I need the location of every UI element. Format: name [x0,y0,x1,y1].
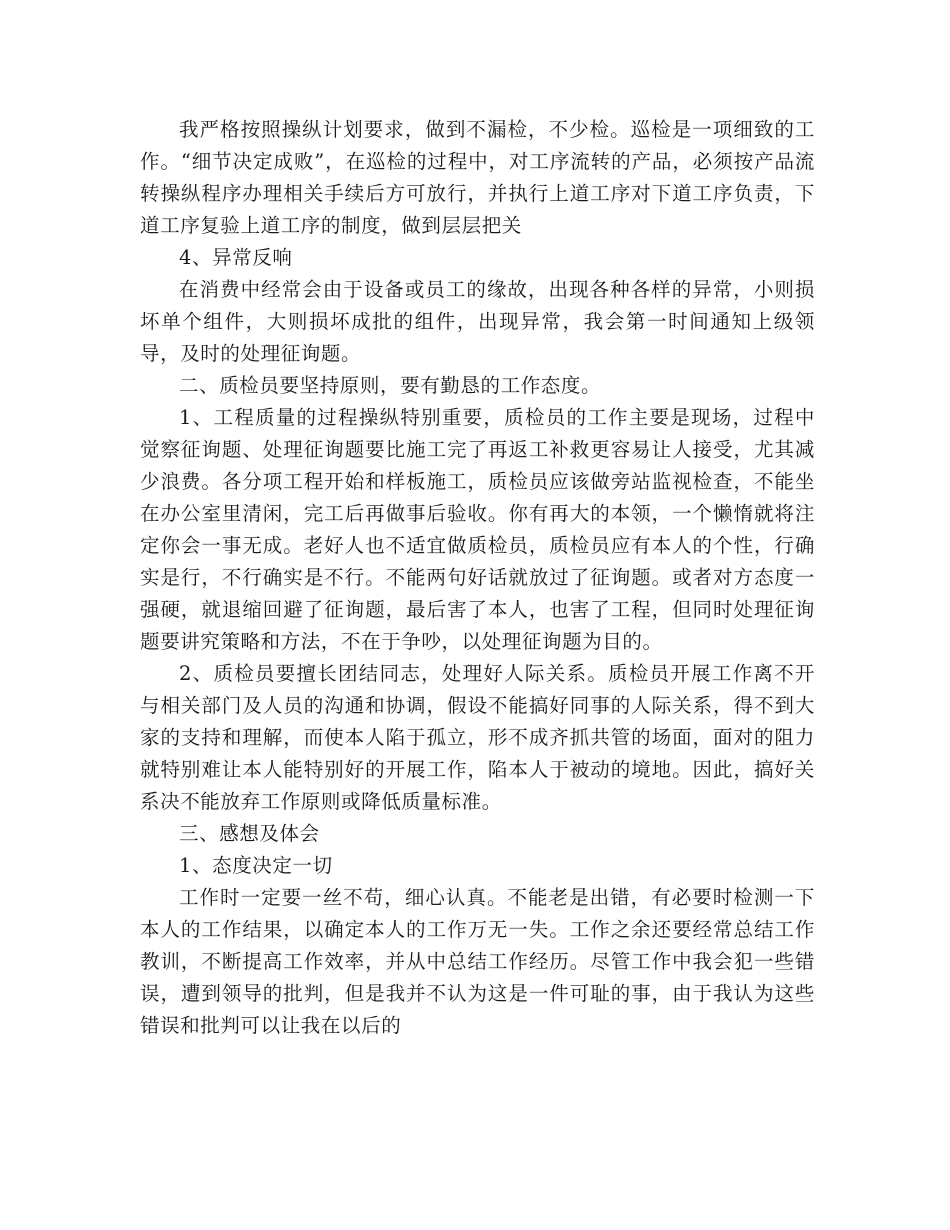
paragraph-teamwork: 2、质检员要擅长团结同志，处理好人际关系。质检员开展工作离不开与相关部门及人员的沟通和协调，假设不能搞好同事的人际关系，得不到大家的支持和理解，而使本人陷于孤立，形不成齐抓共管的场面，面对的阻力就特别难让本人能特别好的开展工作，陷本人于被动的境地。因此，搞好关系决不能放弃工作原则或降低质量标准。 [140,662,815,813]
paragraph-quality-control: 1、工程质量的过程操纵特别重要，质检员的工作主要是现场，过程中觉察征询题、处理征询题要比施工完了再返工补救更容易让人接受，尤其减少浪费。各分项工程开始和样板施工，质检员应该做旁站监视检查，不能坐在办公室里清闲，完工后再做事后验收。你有再大的本领，一个懒惰就将注定你会一事无成。老好人也不适宜做质检员，质检员应有本人的个性，行确实是行，不行确实是不行。不能两句好话就放过了征询题。或者对方态度一强硬，就退缩回避了征询题，最后害了本人，也害了工程，但同时处理征询题要讲究策略和方法，不在于争吵，以处理征询题为目的。 [140,406,815,653]
paragraph-inspection: 我严格按照操纵计划要求，做到不漏检，不少检。巡检是一项细致的工作。“细节决定成败”，在巡检的过程中，对工序流转的产品，必须按产品流转操纵程序办理相关手续后方可放行，并执行上道工序对下道工序负责，下道工序复验上道工序的制度，做到层层把关 [140,118,815,237]
heading-section-three: 三、感想及体会 [179,822,320,845]
paragraph-attitude: 工作时一定要一丝不苟，细心认真。不能老是出错，有必要时检测一下本人的工作结果，以确定本人的工作万无一失。工作之余还要经常总结工作教训，不断提高工作效率，并从中总结工作经历。尽管工作中我会犯一些错误，遭到领导的批判，但是我并不认为这是一件可耻的事，由于我认为这些错误和批判可以让我在以后的 [140,886,815,1037]
heading-section-two: 二、质检员要坚持原则，要有勤恳的工作态度。 [179,374,602,397]
paragraph-abnormal: 在消费中经常会由于设备或员工的缘故，出现各种各样的异常，小则损坏单个组件，大则损坏成批的组件，出现异常，我会第一时间通知上级领导，及时的处理征询题。 [140,278,815,365]
heading-attitude: 1、态度决定一切 [179,854,333,877]
heading-abnormal-feedback: 4、异常反响 [179,246,293,269]
document-body [140,114,815,1042]
